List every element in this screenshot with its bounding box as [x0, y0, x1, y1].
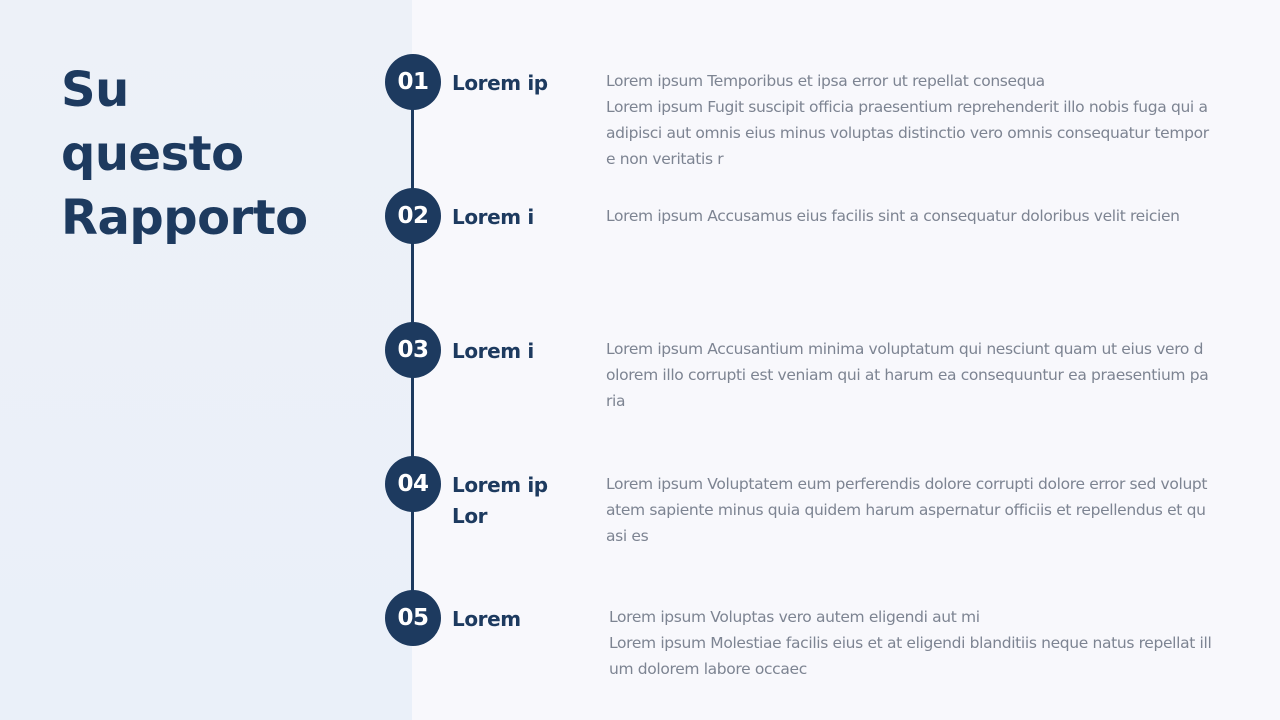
step-title-3: Lorem i: [452, 339, 534, 363]
step-description-3-line-1: Lorem ipsum Accusantium minima voluptatum qui nesciunt quam ut eius vero dolorem illo corrupti est veniam qui at harum ea consequuntur ea praesentium paria: [606, 340, 1209, 410]
page-title: [61, 58, 361, 250]
step-description-2-line-1: Lorem ipsum Accusamus eius facilis sint a consequatur doloribus velit reicien: [606, 207, 1180, 225]
step-description-1: [606, 68, 1212, 172]
page-title-line-3: Rapporto: [61, 190, 308, 246]
step-description-1-line-2: Lorem ipsum Fugit suscipit officia praesentium reprehenderit illo nobis fuga qui a adipisci aut omnis eius minus voluptas distinctio vero omnis consequatur tempore non veritatis r: [606, 98, 1209, 168]
page-title-line-2: questo: [61, 126, 244, 182]
step-description-1-line-1: Lorem ipsum Temporibus et ipsa error ut repellat consequa: [606, 72, 1045, 90]
step-description-5-line-2: Lorem ipsum Molestiae facilis eius et at eligendi blanditiis neque natus repellat illum dolorem labore occaec: [609, 634, 1212, 678]
step-description-4-line-1: Lorem ipsum Voluptatem eum perferendis dolore corrupti dolore error sed voluptatem sapiente minus quia quidem harum aspernatur officiis et repellendus et quasi es: [606, 475, 1208, 545]
step-description-2: [606, 203, 1212, 229]
step-description-4: [606, 471, 1212, 549]
step-description-5-line-1: Lorem ipsum Voluptas vero autem eligendi aut mi: [609, 608, 980, 626]
step-description-3: [606, 336, 1212, 414]
step-title-2: Lorem i: [452, 205, 534, 229]
step-number-badge-1: 01: [385, 54, 441, 110]
page-title-line-1: Su: [61, 62, 129, 118]
step-title-4: Lorem ip Lor: [452, 473, 548, 528]
step-number-badge-4: 04: [385, 456, 441, 512]
step-title-1: Lorem ip: [452, 71, 548, 95]
step-title-5: Lorem: [452, 607, 521, 631]
step-number-badge-3: 03: [385, 322, 441, 378]
step-number-badge-5: 05: [385, 590, 441, 646]
step-number-badge-2: 02: [385, 188, 441, 244]
step-description-5: [609, 604, 1215, 682]
